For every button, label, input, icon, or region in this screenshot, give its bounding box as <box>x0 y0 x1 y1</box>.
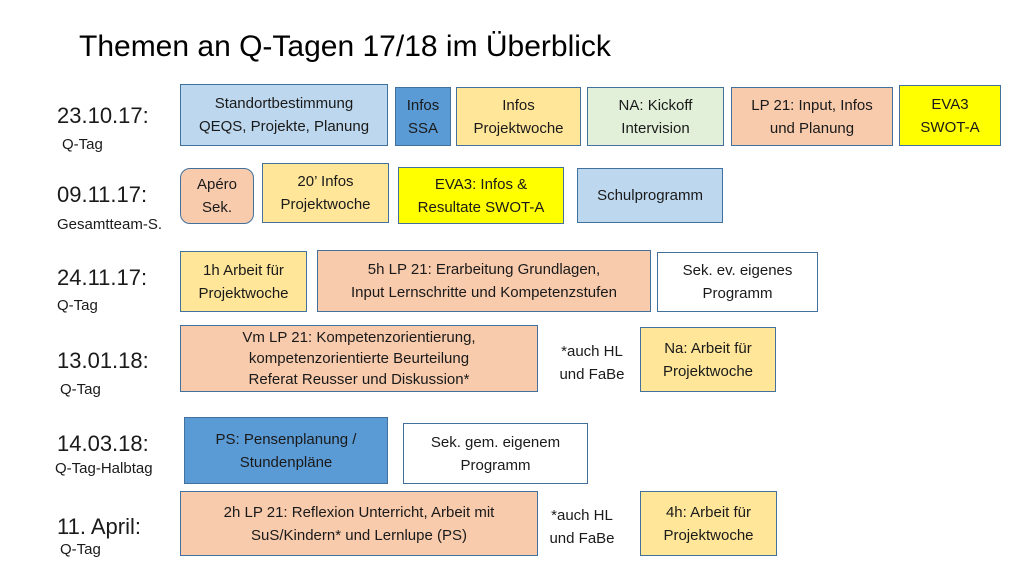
topic-box: 1h Arbeit für Projektwoche <box>180 251 307 312</box>
date-label: 11. April: <box>57 514 141 539</box>
topic-box: Infos SSA <box>395 87 451 146</box>
topic-box: 5h LP 21: Erarbeitung Grundlagen, Input Lernschritte und Kompetenzstufen <box>317 250 651 312</box>
date-sublabel: Q-Tag <box>60 541 101 558</box>
topic-box: Vm LP 21: Kompetenzorientierung, kompetenzorientierte Beurteilung Referat Reusser und Diskussion* <box>180 325 538 392</box>
date-label: 23.10.17: <box>57 103 149 128</box>
topic-box: Na: Arbeit für Projektwoche <box>640 327 776 392</box>
topic-box: Standortbestimmung QEQS, Projekte, Planung <box>180 84 388 146</box>
topic-box: 2h LP 21: Reflexion Unterricht, Arbeit mit SuS/Kindern* und Lernlupe (PS) <box>180 491 538 556</box>
topic-box: Infos Projektwoche <box>456 87 581 146</box>
topic-box: PS: Pensenplanung / Stundenpläne <box>184 417 388 484</box>
date-sublabel: Q-Tag <box>57 297 98 314</box>
topic-box: EVA3 SWOT-A <box>899 85 1001 146</box>
date-sublabel: Q-Tag <box>60 381 101 398</box>
topic-box: NA: Kickoff Intervision <box>587 87 724 146</box>
topic-box: EVA3: Infos & Resultate SWOT-A <box>398 167 564 224</box>
footnote: *auch HL und FaBe <box>559 343 625 383</box>
page-title: Themen an Q-Tagen 17/18 im Überblick <box>79 30 611 63</box>
topic-box: Sek. gem. eigenem Programm <box>403 423 588 484</box>
topic-box: Schulprogramm <box>577 168 723 223</box>
date-label: 13.01.18: <box>57 348 149 373</box>
date-sublabel: Q-Tag <box>62 136 103 153</box>
topic-box: 4h: Arbeit für Projektwoche <box>640 491 777 556</box>
topic-box: Apéro Sek. <box>180 168 254 224</box>
date-sublabel: Q-Tag-Halbtag <box>55 460 153 477</box>
topic-box: 20’ Infos Projektwoche <box>262 163 389 223</box>
date-label: 24.11.17: <box>57 265 148 290</box>
date-label: 14.03.18: <box>57 431 149 456</box>
footnote: *auch HL und FaBe <box>549 507 615 547</box>
date-sublabel: Gesamtteam-S. <box>57 216 163 233</box>
topic-box: LP 21: Input, Infos und Planung <box>731 87 893 146</box>
date-label: 09.11.17: <box>57 182 148 207</box>
topic-box: Sek. ev. eigenes Programm <box>657 252 818 312</box>
